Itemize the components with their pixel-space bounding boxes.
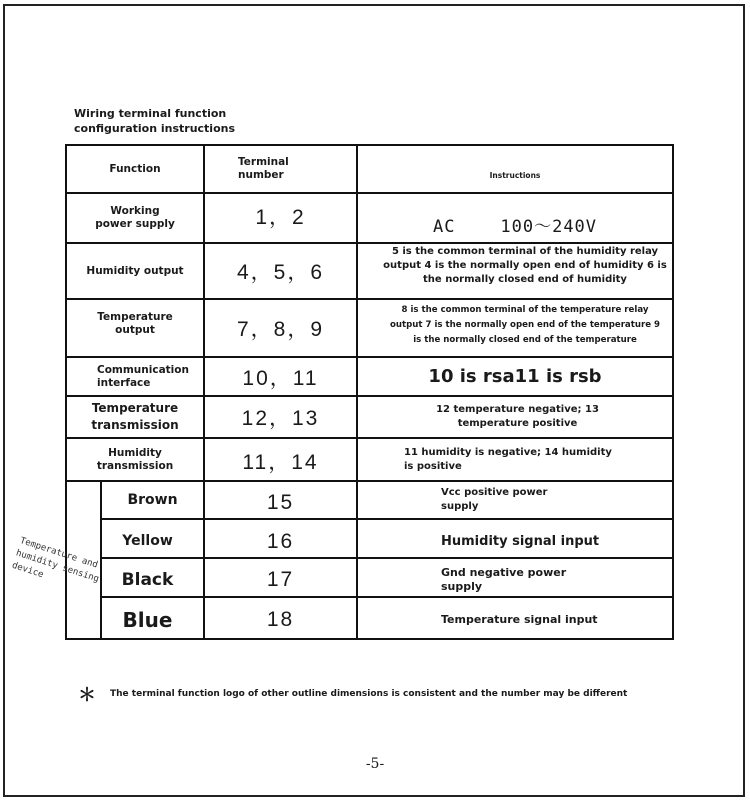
row-instructions: 10 is rsa11 is rsb [428,366,602,387]
wire-color-yellow: Yellow [122,533,173,549]
row-terminal: 11，14 [242,451,319,474]
row-terminal: 10，11 [242,366,319,390]
wire-color-brown: Brown [127,492,178,508]
sensor-group-label-text: Temperature and humidity sensing device [10,535,101,585]
footnote-text: The terminal function logo of other outline dimensions is consistent and the number may be different [110,689,628,699]
row-instructions: 5 is the common terminal of the humidity relay output 4 is the normally open end of humidity 6 is the normally closed end of humidity [383,246,667,285]
row-terminal: 15 [266,491,295,514]
row-function: Working power supply [95,205,175,230]
row-instructions: Gnd negative power supply [441,566,567,593]
row-function: Temperature transmission [91,401,179,432]
row-function: Humidity transmission [96,446,174,472]
row-instructions: 12 temperature negative; 13 temperature positive [436,404,599,429]
asterisk-icon: ＊ [78,685,96,706]
row-function: Communication interface [97,363,189,389]
footnote [78,681,627,707]
row-terminal: 7，8，9 [236,318,325,341]
row-terminal: 16 [266,530,295,553]
wire-color-black: Black [121,570,174,590]
page-number: -5- [365,756,385,772]
table-border-right [672,144,674,640]
header-function: Function [109,162,161,175]
row-instructions: Temperature signal input [441,613,598,626]
row-instructions: 11 humidity is negative; 14 humidity is positive [404,446,612,472]
row-function: Temperature output [97,311,173,336]
header-instructions: Instructions [489,170,541,180]
row-instructions: AC 100～240V [432,216,598,237]
row-terminal: 17 [266,568,295,591]
document-title: Wiring terminal function configuration instructions [74,107,236,135]
row-terminal: 4，5，6 [236,261,325,284]
row-instructions: Humidity signal input [441,533,600,549]
row-terminal: 1，2 [255,206,306,229]
row-instructions: 8 is the common terminal of the temperature relay output 7 is the normally open end of the temperature 9 is the normally closed end of the temperature [389,304,660,345]
row-function: Humidity output [86,264,184,277]
header-terminal-number: Terminal number [238,156,289,181]
row-terminal: 18 [266,608,295,631]
row-terminal: 12，13 [241,407,320,430]
row-instructions: Vcc positive power supply [441,487,548,512]
wire-color-blue: Blue [122,608,173,632]
